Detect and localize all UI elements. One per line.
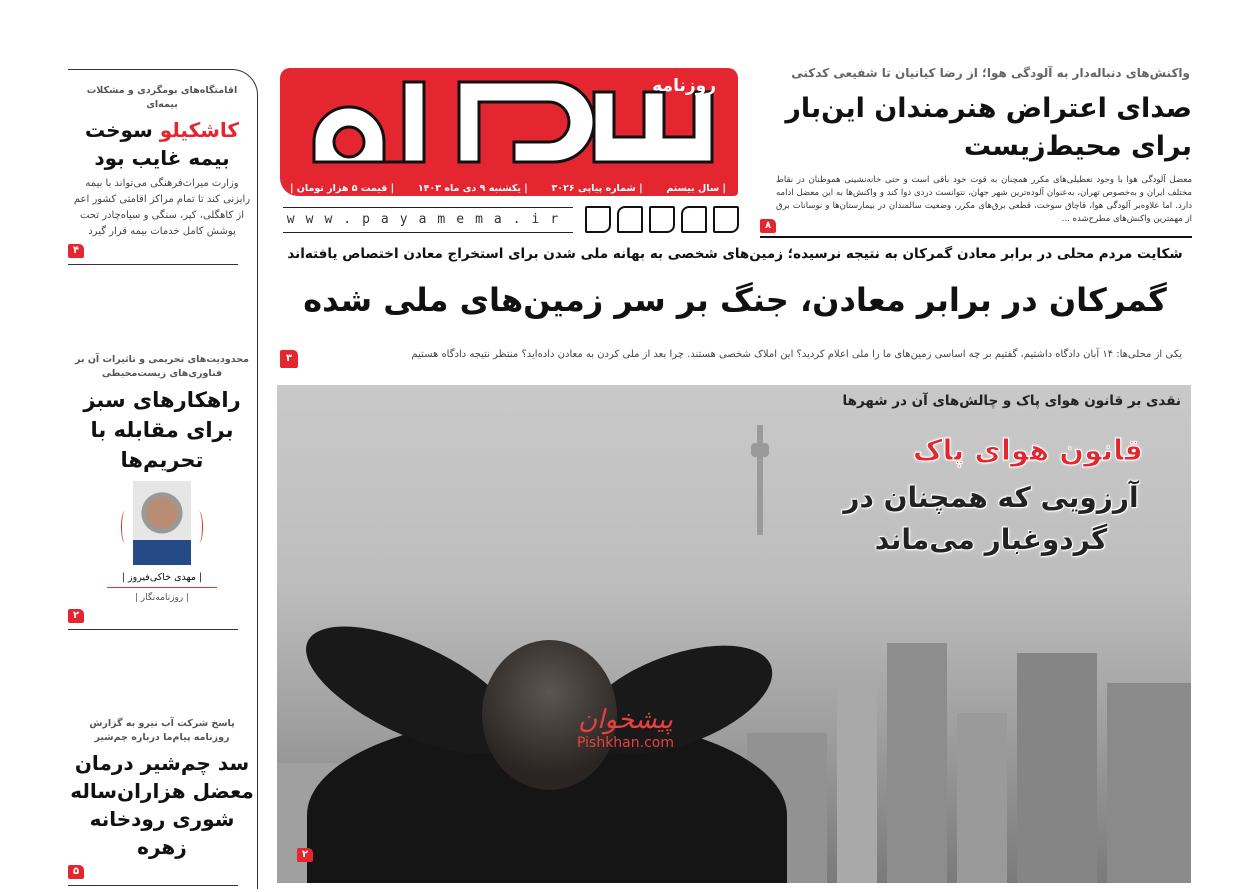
left-story-1-headline[interactable] [68,116,256,172]
headline-text: سوخت بیمه غایب بود [84,118,230,170]
left-story-2-kicker: محدودیت‌های تحریمی و تاثیرات آن بر فناوری‌های زیست‌محیطی [75,353,249,379]
watermark [577,705,674,751]
main-headline[interactable]: گمرکان در برابر معادن، جنگ بر سر زمین‌های ملی شده [303,281,1167,319]
author-avatar [133,481,191,565]
photo-story-headline-red[interactable]: قانون هوای پاک [912,433,1143,467]
photo-story-kicker: نقدی بر قانون هوای پاک و چالش‌های آن در شهرها [842,393,1181,409]
issue-date: | یکشنبه ۹ دی ماه ۱۴۰۳ [417,183,528,194]
price: | قیمت ۵ هزار تومان | [290,183,395,194]
building [1017,653,1097,883]
page-badge: ۸ [760,219,776,233]
logo-wordmark-icon [294,72,714,167]
building [887,643,947,883]
top-story-headline[interactable]: صدای اعتراض هنرمندان این‌بار برای محیط‌زیست [785,93,1192,162]
issue-number: | شماره پیاپی ۳۰۲۶ [551,183,643,194]
building [1107,683,1191,883]
photo-bracket [195,511,203,543]
left-column [68,84,256,886]
website-link[interactable]: www.payamema.ir [283,207,573,233]
page-badge: ۲ [297,848,313,862]
newspaper-label: روزنامه [652,76,716,96]
logo-boxes-icon [585,206,739,233]
author-role: | روزنامه‌نگار | [134,592,190,603]
main-subheadline: شکایت مردم محلی در برابر معادن گمرکان به نتیجه نرسیده؛ زمین‌های شخصی به بهانه ملی شدن برای استخراج معادن اختصاص یافته‌اند [287,246,1183,262]
left-story-3-headline[interactable]: سد چم‌شیر درمان معضل هزاران‌ساله شوری رودخانه زهره [70,751,254,859]
newspaper-logo[interactable] [280,68,738,196]
watermark-fa: پیشخوان [578,705,673,735]
building [837,683,877,883]
left-story-1-body: وزارت میراث‌فرهنگی می‌تواند با بیمه رایزنی کند تا تمام مراکز اقامتی کشور اعم از کاهگلی، کپر، سنگی و سیاه‌چادر تحت پوشش کامل خدمات بیمه قرار گیرد [73,178,251,237]
left-story-3-kicker: پاسخ شرکت آب نیرو به گزارش روزنامه پیام‌ما درباره چم‌شیر [89,718,235,743]
issue-info-bar [290,183,726,194]
watermark-en: Pishkhan.com [577,735,674,751]
milad-tower [757,425,763,535]
milad-tower-pod [751,443,769,457]
left-story-1 [68,84,251,265]
photo-bracket [121,511,129,543]
building [957,713,1007,883]
page-badge: ۳ [280,350,298,368]
left-story-2 [68,353,249,630]
headline-red-word: کاشکیلو [159,118,240,142]
left-story-1-kicker: اقامتگاه‌های بومگردی و مشکلات بیمه‌ای [86,85,238,110]
cover-photo[interactable] [277,385,1191,883]
left-story-3 [68,717,254,886]
top-story-kicker: واکنش‌های دنباله‌دار به آلودگی هوا؛ از رضا کیانیان تا شفیعی کدکنی [791,66,1190,80]
divider [760,236,1192,238]
top-story-body: معضل آلودگی هوا با وجود تعطیلی‌های مکرر همچنان به قوت خود باقی است و حتی خانه‌نشینی هموطنان در نقاط مختلف ایران و به‌خصوص تهران، به‌عنوان آلوده‌ترین شهر جهان، نتوانست دردی دوا کند و واکنش‌ها به این معضل ادامه دارد. اما علاوه‌بر آلودگی هوا، قاچاق سوخت، قطعی برق‌های مکرر، وضعیت سالمندان در بیمارستان‌ها و نوسانات برق از مهمترین واکنش‌های مطرح‌شده ... [776,175,1192,224]
author-photo-frame [117,481,207,567]
year: | سال بیستم [666,183,726,194]
author-name: | مهدی خاکی‌فیروز | [107,571,217,588]
photo-story-headline[interactable]: آرزویی که همچنان در گرد‌وغبار می‌ماند [843,481,1139,556]
page-badge: ۴ [68,244,84,258]
page-badge: ۵ [68,865,84,879]
left-story-2-headline[interactable]: راهکارهای سبز برای مقابله با تحریم‌ها [83,387,241,472]
main-lead: یکی از محلی‌ها: ۱۴ آبان دادگاه داشتیم، گفتیم بر چه اساسی زمین‌های ما را ملی اعلام کردید؟ این املاک شخصی هستند. چرا بعد از ملی کردن به معادن داده‌اید؟ منتظر نتیجه دادگاه هستیم [411,349,1182,360]
page-badge: ۲ [68,609,84,623]
